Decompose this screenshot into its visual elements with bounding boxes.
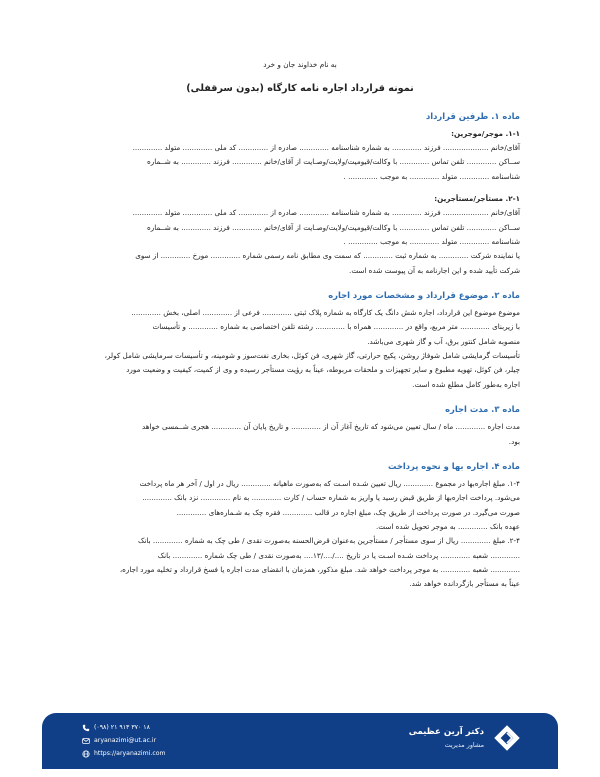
paragraph-line: آقای/خانم .................... فرزند ............. به شماره شناسنامه ............. صادره از ............. کد ملی ............. متولد ............. (132, 143, 520, 153)
paragraph-line: ســاکن ............. تلفن تماس ............. با وکالت/قیومیت/ولایت/وصـایت از آقای/خانم ............. فرزند ............. به شــماره (146, 157, 520, 167)
contact-email[interactable] (82, 734, 166, 747)
phone-number: (۰۹۸) ۲۱ ۹۱۳ ۳۷۰ ۱۸ (94, 724, 150, 731)
contact-list (82, 721, 166, 760)
paragraph-line: ۲-۴. مبلغ ............. ریال از سوی مستأجر / مستأجرین به‌عنوان قرض‌الحسنه به‌صورت نقدی / طی چک به شماره ............. بانک (138, 536, 520, 546)
document-title: نمونه قرارداد اجاره نامه کارگاه (بدون سرقفلی) (186, 83, 414, 95)
paragraph-line: موضوع موضوع این قرارداد، اجاره شش دانگ یک کارگاه به شماره پلاک ثبتی ............. فرعی از ............. اصلی، بخش ............. (131, 308, 520, 318)
paragraph-line: اجاره به‌طور کامل مطلع شده است. (412, 379, 520, 389)
lessor-subheading: ۱-۱. موجر/موجرین: (451, 128, 520, 138)
paragraph-line: منصوبه شامل کنتور برق، آب و گاز شهری می‌باشد. (367, 336, 520, 346)
globe-icon (82, 750, 90, 758)
section-heading-2: ماده ۲. موضوع قرارداد و مشخصات مورد اجاره (328, 289, 520, 300)
consultant-role: مشاور مدیریت (444, 741, 484, 749)
footer-band (42, 713, 558, 769)
paragraph-line: شرکت تأیید شده و این اجارنامه به آن پیوست شده است. (349, 265, 520, 275)
consultant-name: دکتر آرین عظیمی (408, 727, 484, 737)
paragraph-line: ســاکن ............. تلفن تماس ............. با وکالت/قیومیت/ولایت/وصـایت از آقای/خانم ............. فرزند ............. به شــماره (146, 222, 520, 232)
paragraph-line: یا نماینده شرکت ............. به شماره ثبت ............. که سمت وی مطابق نامه رسمی شماره ............. مورخ ............. از سوی (135, 251, 520, 261)
paragraph-line: عهده بانک ............. به موجر تحویل شده است. (375, 522, 520, 532)
section-heading-4: ماده ۴. اجاره بها و نحوه پرداخت (387, 460, 520, 471)
basmala: به نام خداوند جان و خرد (263, 60, 337, 69)
section-heading-1: ماده ۱. طرفین قرارداد (425, 110, 520, 121)
lessee-subheading: ۲-۱. مستأجر/مستأجرین: (434, 194, 520, 204)
brand-block (409, 723, 522, 753)
paragraph-line: بود. (508, 436, 520, 446)
spacer (80, 184, 520, 190)
paragraph-line: آقای/خانم .................... فرزند ............. به شماره شناسنامه ............. صادره از ............. کد ملی ............. متولد ............. (132, 208, 520, 218)
paragraph-line: ............. شعبه ............. به موجر پرداخت خواهد شد. مبلغ مذکور، همزمان با انقضای مدت اجاره یا فسخ قرارداد و تخلیه مورد اجاره، (119, 564, 520, 574)
paragraph-line: می‌شود. پرداخت اجاره‌بها از طریق قبض رسید یا واریز به شماره حساب / کارت ............. به نام ............. نزد بانک ............. (142, 493, 520, 503)
paragraph-line: چیلر، فن کوئل، تهویه مطبوع و سایر تجهیزات و ملحقات مربوطه، عیناً به رؤیت مستأجر رسیده و وی از کمیت، کیفیت و وضعیت مورد (126, 365, 520, 375)
paragraph-line: صورت می‌گیرد. در صورت پرداخت از طریق چک، مبلغ اجاره در قالب ............. فقره چک به شـماره‌های ............. (176, 507, 520, 517)
paragraph-line: تأسیسات گرمایشی شامل شوفاژ روشن، پکیج حرارتی، گاز شهری، فن کوئل، بخاری نفت‌سوز و شومینه، و تأسیسات سرمایشی شامل کولر، (104, 351, 520, 361)
phone-icon (82, 724, 90, 732)
paragraph-line: مدت اجاره ............. ماه / سال تعیین می‌شود که تاریخ آغاز آن از ............. و تاریخ پایان آن ............. هجری شــمسی خواهد (141, 422, 520, 432)
email-icon (82, 737, 90, 745)
document-body (80, 58, 520, 592)
paragraph-line: شناسنامه ............. متولد ............. به موجب ............. . (343, 236, 520, 246)
contact-website[interactable] (82, 747, 166, 760)
paragraph-line: با زیربنای ............. متر مربع، واقع در ............. همراه با ............. رشته تلفن اختصاصی به شماره ............. و تأسیسات (152, 322, 520, 332)
contact-phone (82, 721, 166, 734)
diamond-logo (492, 723, 522, 753)
email-link[interactable]: aryanazimi@ut.ac.ir (94, 737, 157, 744)
paragraph-line: شناسنامه ............. متولد ............. به موجب ............. . (343, 171, 520, 181)
paragraph-line: عیناً به مستأجر بازگردانده خواهد شد. (409, 579, 520, 589)
paragraph-line: ............. شعبه ............. پرداخت شـده اسـت یا در تاریخ ..../..../۱۳.... به‌صورت نقدی / طی چک شماره ............. بانک (157, 550, 520, 560)
paragraph-line: ۱-۴. مبلغ اجاره‌بها در مجموع ............. ریال تعیین شـده اسـت که به‌صورت ماهیانه ............. ریال در اول / آخر هر ماه پرداخت (139, 479, 520, 489)
section-heading-3: ماده ۳. مدت اجاره (445, 403, 520, 414)
brand-text (409, 725, 484, 751)
website-link[interactable]: https://aryanazimi.com (94, 750, 166, 757)
